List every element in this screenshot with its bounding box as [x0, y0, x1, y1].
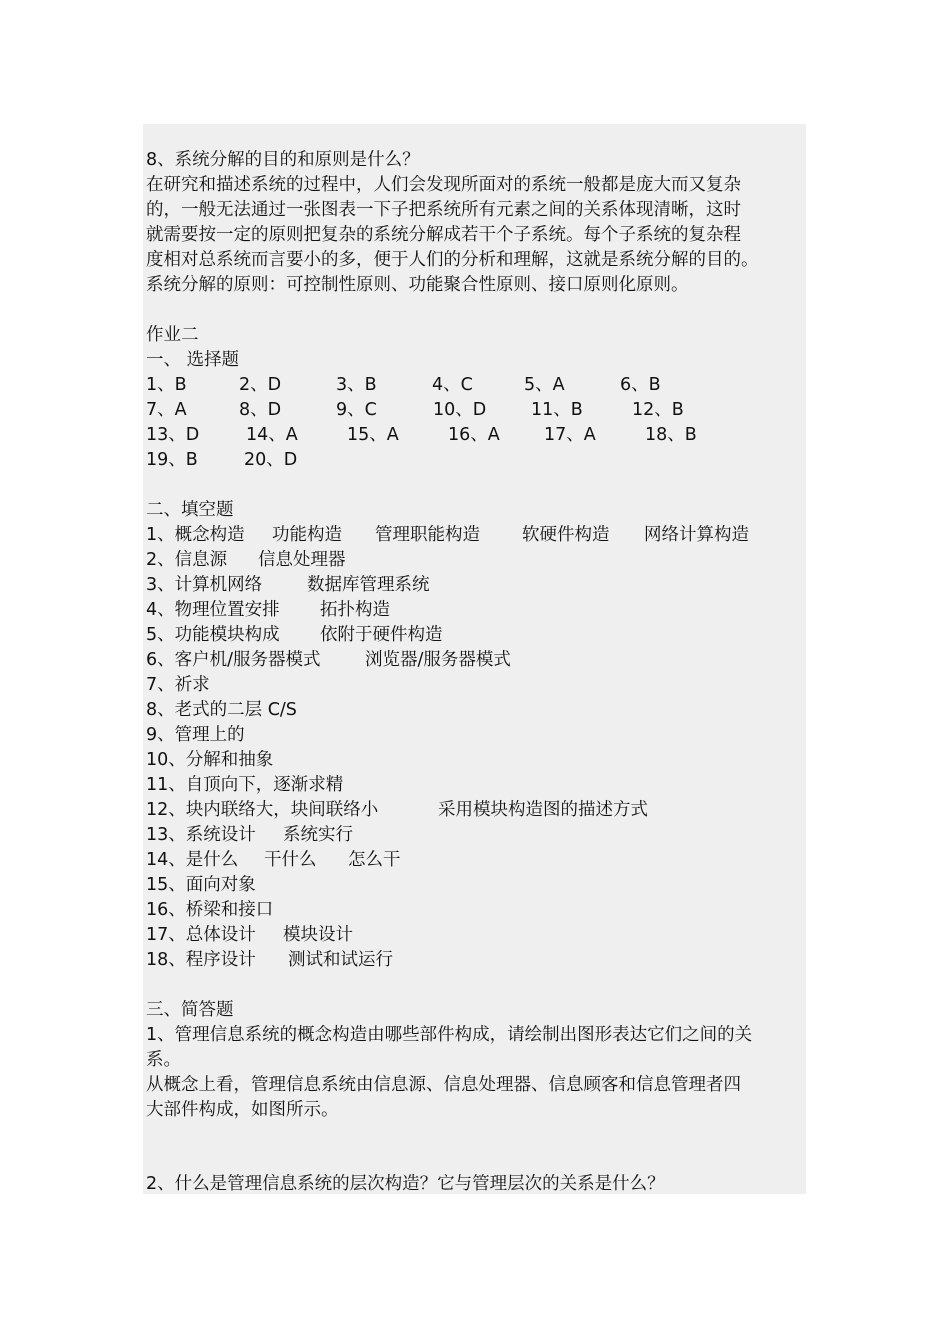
- answer: 网络计算构造: [644, 525, 749, 545]
- answer: 12、块内联络大，块间联络小: [146, 800, 379, 820]
- answer: 数据库管理系统: [307, 575, 430, 595]
- answer: 9、C: [336, 400, 377, 420]
- answer: 软硬件构造: [522, 525, 610, 545]
- fill-row: 10、分解和抽象: [146, 750, 274, 770]
- fill-row: 15、面向对象: [146, 875, 256, 895]
- answer: 2、D: [239, 375, 282, 395]
- answer: 5、功能模块构成: [146, 625, 280, 645]
- answer: 1、概念构造: [146, 525, 245, 545]
- answer: 14、是什么: [146, 850, 239, 870]
- q8-para-line: 系统分解的原则：可控制性原则、功能聚合性原则、接口原则化原则。: [146, 275, 689, 295]
- answer: 管理职能构造: [375, 525, 480, 545]
- answer: 18、程序设计: [146, 950, 256, 970]
- answer: 4、C: [432, 375, 473, 395]
- answer: 4、物理位置安排: [146, 600, 280, 620]
- short-q2: 2、什么是管理信息系统的层次构造？它与管理层次的关系是什么？: [146, 1174, 665, 1194]
- answer: 5、A: [524, 375, 565, 395]
- answer: 2、信息源: [146, 550, 228, 570]
- answer: 3、计算机网络: [146, 575, 263, 595]
- answer: 信息处理器: [258, 550, 346, 570]
- answer: 8、D: [239, 400, 282, 420]
- answer: 拓扑构造: [320, 600, 390, 620]
- fill-row: 16、桥梁和接口: [146, 900, 274, 920]
- answer: 18、B: [645, 425, 697, 445]
- fill-row: 8、老式的二层 C/S: [146, 700, 297, 720]
- short-a1-line: 从概念上看，管理信息系统由信息源、信息处理器、信息顾客和信息管理者四: [146, 1075, 741, 1095]
- hw2-title: 作业二: [146, 325, 199, 345]
- answer: 16、A: [448, 425, 500, 445]
- short-q1-line: 1、管理信息系统的概念构造由哪些部件构成，请绘制出图形表达它们之间的关: [146, 1025, 753, 1045]
- answer: 6、客户机/服务器模式: [146, 650, 321, 670]
- q8-para-line: 度相对总系统而言要小的多，便于人们的分析和理解，这就是系统分解的目的。: [146, 250, 759, 270]
- answer: 干什么: [264, 850, 317, 870]
- answer: 13、系统设计: [146, 825, 256, 845]
- short-heading: 三、简答题: [146, 1000, 234, 1020]
- q8-para-line: 的，一般无法通过一张图表一下子把系统所有元素之间的关系体现清晰，这时: [146, 200, 741, 220]
- answer: 12、B: [632, 400, 684, 420]
- answer: 7、A: [146, 400, 187, 420]
- answer: 6、B: [620, 375, 661, 395]
- answer: 浏览器/服务器模式: [365, 650, 511, 670]
- choice-heading: 一、 选择题: [146, 350, 240, 370]
- fill-row: 9、管理上的: [146, 725, 245, 745]
- answer: 17、总体设计: [146, 925, 256, 945]
- answer: 14、A: [246, 425, 298, 445]
- answer: 15、A: [347, 425, 399, 445]
- answer: 17、A: [544, 425, 596, 445]
- answer: 20、D: [244, 450, 298, 470]
- answer: 怎么干: [348, 850, 401, 870]
- short-a1-line: 大部件构成，如图所示。: [146, 1100, 339, 1120]
- q8-para-line: 在研究和描述系统的过程中，人们会发现所面对的系统一般都是庞大而又复杂: [146, 175, 741, 195]
- answer: 依附于硬件构造: [320, 625, 443, 645]
- answer: 系统实行: [283, 825, 353, 845]
- answer: 采用模块构造图的描述方式: [438, 800, 648, 820]
- answer: 13、D: [146, 425, 200, 445]
- answer: 10、D: [433, 400, 487, 420]
- answer: 3、B: [336, 375, 377, 395]
- q8-para-line: 就需要按一定的原则把复杂的系统分解成若干个子系统。每个子系统的复杂程: [146, 225, 741, 245]
- fill-row: 11、自顶向下，逐渐求精: [146, 775, 344, 795]
- answer: 19、B: [146, 450, 198, 470]
- answer: 功能构造: [272, 525, 342, 545]
- answer: 测试和试运行: [288, 950, 393, 970]
- answer: 11、B: [531, 400, 583, 420]
- short-q1-line: 系。: [146, 1050, 181, 1070]
- fill-row: 7、祈求: [146, 675, 210, 695]
- fill-heading: 二、填空题: [146, 500, 234, 520]
- q8-title: 8、系统分解的目的和原则是什么？: [146, 150, 420, 170]
- answer: 1、B: [146, 375, 187, 395]
- answer: 模块设计: [283, 925, 353, 945]
